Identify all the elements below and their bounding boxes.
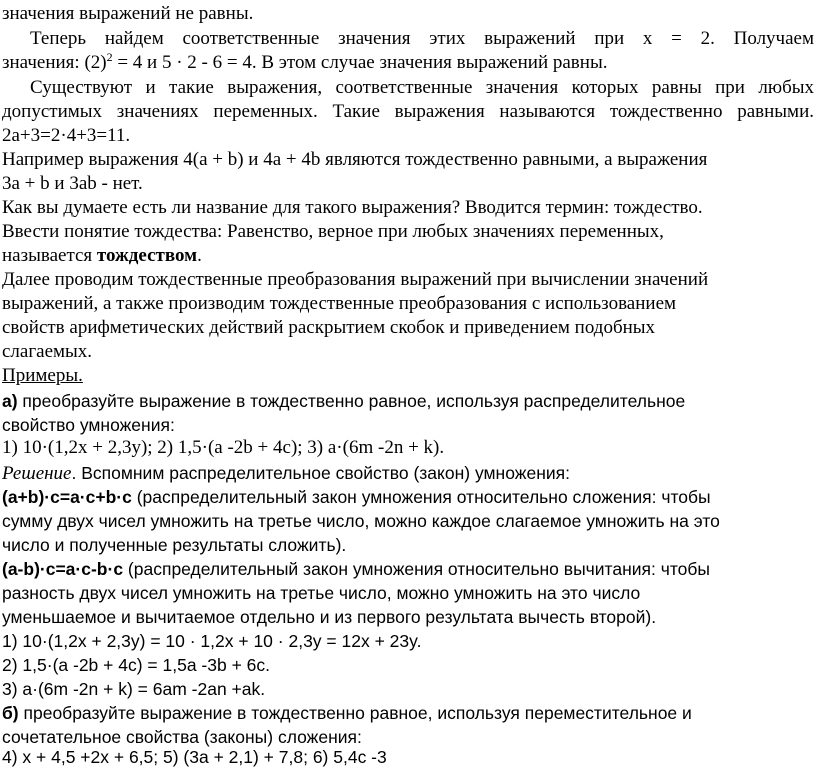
term-bold: тождеством bbox=[96, 245, 198, 266]
text-line: 4) x + 4,5 +2x + 6,5; 5) (3a + 2,1) + 7,8; 6) 5,4c -3 bbox=[2, 747, 387, 767]
text-line: Ввести понятие тождества: Равенство, верное при любых значениях переменных, bbox=[2, 221, 664, 242]
text-span: . Вспомним распределительное свойство (закон) умножения: bbox=[71, 463, 570, 483]
text-line: выражений, а также производим тождественные преобразования с использованием bbox=[2, 293, 677, 314]
text-line bbox=[2, 51, 607, 75]
text-line: сумму двух чисел умножить на третье число, можно каждое слагаемое умножить на это bbox=[2, 511, 720, 531]
text-line: число и полученные результаты сложить). bbox=[2, 535, 347, 555]
text-span: преобразуйте выражение в тождественно равное, используя переместительное и bbox=[18, 703, 692, 723]
text-line: 1) 10·(1,2x + 2,3y); 2) 1,5·(a -2b + 4c); 3) a·(6m -2n + k). bbox=[2, 437, 445, 458]
text-line bbox=[2, 364, 83, 388]
text-line bbox=[2, 389, 685, 413]
section-heading: Примеры. bbox=[2, 365, 83, 386]
text-line: Например выражения 4(a + b) и 4a + 4b являются тождественно равными, а выражения bbox=[2, 149, 708, 170]
text-line: свойство умножения: bbox=[2, 415, 175, 435]
solution-label: Решение bbox=[2, 463, 72, 484]
superscript: 2 bbox=[106, 50, 113, 64]
text-line bbox=[2, 557, 710, 581]
formula-bold: (a+b)·c=a·c+b·c bbox=[2, 487, 132, 507]
text-line bbox=[2, 701, 692, 725]
text-span: преобразуйте выражение в тождественно равное, используя распределительное bbox=[17, 391, 686, 411]
text-line: 2a+3=2·4+3=11. bbox=[2, 125, 131, 146]
text-line: 3a + b и 3ab - нет. bbox=[2, 173, 143, 194]
text-line: слагаемых. bbox=[2, 341, 93, 362]
text-line: разность двух чисел умножить на третье число, можно умножить на это число bbox=[2, 583, 641, 603]
text-line bbox=[2, 244, 202, 268]
item-label: б) bbox=[2, 703, 19, 723]
text-line bbox=[2, 461, 570, 486]
text-line: сочетательное свойства (законы) сложения: bbox=[2, 727, 362, 747]
text-span: . bbox=[197, 245, 202, 266]
text-line: допустимых значениях переменных. Такие выражения называются тождественно равными. bbox=[2, 101, 814, 122]
text-line: 2) 1,5·(a -2b + 4c) = 1,5a -3b + 6c. bbox=[2, 655, 270, 675]
text-line: Существуют и такие выражения, соответственные значения которых равны при любых bbox=[30, 77, 814, 98]
text-span: (распределительный закон умножения относительно вычитания: чтобы bbox=[123, 559, 710, 579]
text-line bbox=[2, 485, 711, 509]
text-line: Далее проводим тождественные преобразования выражений при вычислении значений bbox=[2, 269, 709, 290]
text-span: = 4 и 5 · 2 - 6 = 4. В этом случае значения выражений равны. bbox=[112, 52, 608, 73]
text-span: (распределительный закон умножения относительно сложения: чтобы bbox=[131, 487, 711, 507]
text-line: уменьшаемое и вычитаемое отдельно и из первого результата вычесть второй). bbox=[2, 607, 657, 627]
text-line: 1) 10·(1,2x + 2,3y) = 10 · 1,2x + 10 · 2,3y = 12x + 23y. bbox=[2, 631, 422, 651]
item-label: а) bbox=[2, 391, 18, 411]
formula-bold: (a-b)·c=a·c-b·c bbox=[2, 559, 124, 579]
text-line: 3) a·(6m -2n + k) = 6am -2an +ak. bbox=[2, 679, 266, 699]
text-line: Как вы думаете есть ли название для такого выражения? Вводится термин: тождество. bbox=[2, 197, 703, 218]
text-line: значения выражений не равны. bbox=[2, 3, 254, 24]
text-line: свойств арифметических действий раскрытием скобок и приведением подобных bbox=[2, 317, 656, 338]
text-span: называется bbox=[2, 245, 97, 266]
text-span: значения: (2) bbox=[2, 52, 107, 73]
text-line: Теперь найдем соответственные значения этих выражений при x = 2. Получаем bbox=[30, 28, 814, 49]
